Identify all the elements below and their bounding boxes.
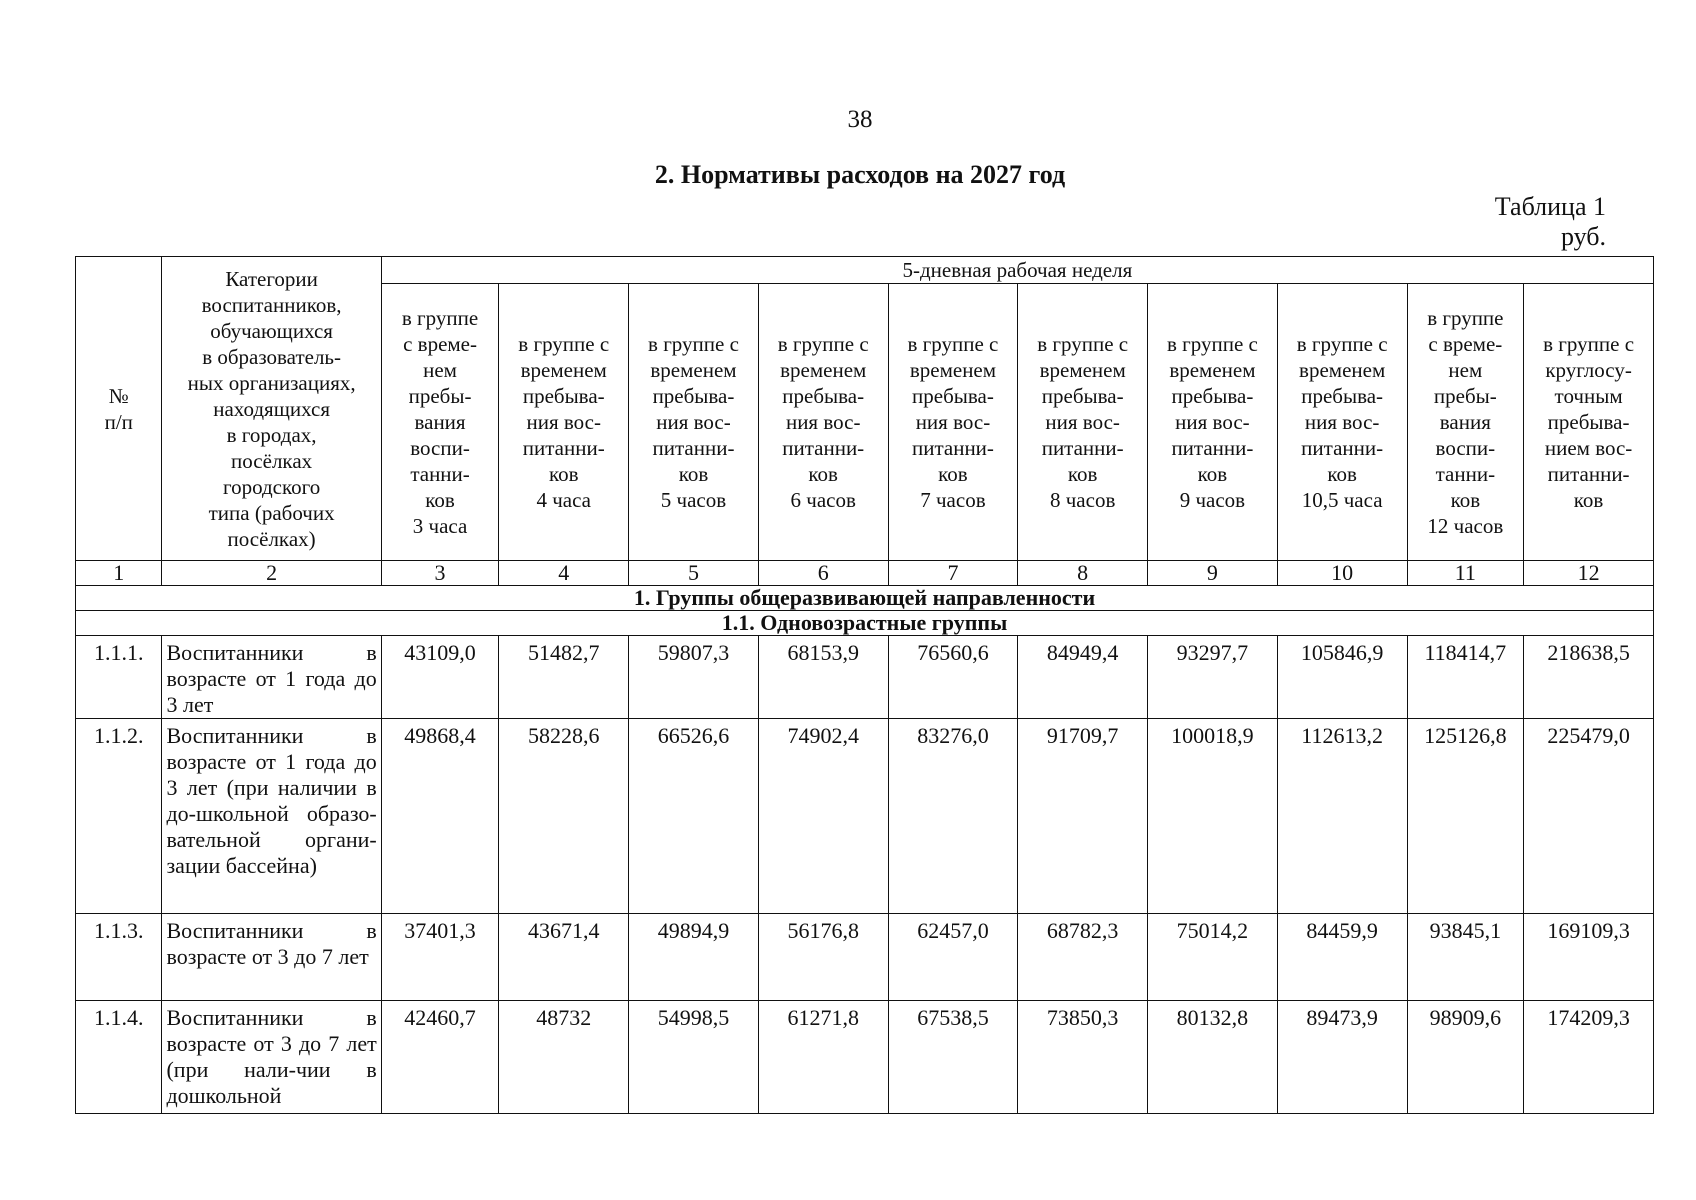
row-value: 43671,4	[499, 914, 629, 1001]
column-number: 1	[76, 561, 162, 586]
row-value: 84949,4	[1018, 636, 1148, 719]
row-value: 105846,9	[1277, 636, 1407, 719]
page-number: 38	[847, 106, 873, 133]
row-value: 218638,5	[1524, 636, 1654, 719]
document-title: 2. Нормативы расходов на 2027 год	[654, 160, 1066, 189]
row-value: 83276,0	[888, 719, 1018, 914]
row-value: 66526,6	[629, 719, 759, 914]
column-number: 10	[1277, 561, 1407, 586]
row-value: 48732	[499, 1001, 629, 1114]
column-number-row	[76, 561, 1654, 586]
table-row	[76, 914, 1654, 1001]
row-value: 91709,7	[1018, 719, 1148, 914]
row-value: 37401,3	[381, 914, 499, 1001]
row-value: 59807,3	[629, 636, 759, 719]
header-col-5h: в группе с временем пребыва- ния вос- питанни- ков 5 часов	[629, 284, 759, 561]
header-col-24h: в группе с круглосу- точным пребыва- нием вос- питанни- ков	[1524, 284, 1654, 561]
row-value: 74902,4	[758, 719, 888, 914]
row-value: 42460,7	[381, 1001, 499, 1114]
row-category: Воспитанники в возрасте от 3 до 7 лет (при нали-чии в дошкольной	[162, 1001, 381, 1114]
header-num-col: № п/п	[76, 257, 162, 561]
table-label: Таблица 1	[1494, 192, 1606, 221]
row-value: 68153,9	[758, 636, 888, 719]
section-row	[76, 586, 1654, 611]
header-col-3h: в группе с време- нем пребы- вания воспи- танни- ков 3 часа	[381, 284, 499, 561]
header-col-10-5h: в группе с временем пребыва- ния вос- питанни- ков 10,5 часа	[1277, 284, 1407, 561]
column-number: 7	[888, 561, 1018, 586]
row-value: 100018,9	[1148, 719, 1278, 914]
header-col-4h: в группе с временем пребыва- ния вос- питанни- ков 4 часа	[499, 284, 629, 561]
header-row-1	[76, 257, 1654, 284]
row-value: 98909,6	[1407, 1001, 1524, 1114]
row-value: 49868,4	[381, 719, 499, 914]
units-label: руб.	[1560, 222, 1606, 251]
row-value: 93845,1	[1407, 914, 1524, 1001]
column-number: 6	[758, 561, 888, 586]
row-category: Воспитанники в возрасте от 1 года до 3 лет	[162, 636, 381, 719]
column-number: 8	[1018, 561, 1148, 586]
header-col-9h: в группе с временем пребыва- ния вос- питанни- ков 9 часов	[1148, 284, 1278, 561]
row-value: 89473,9	[1277, 1001, 1407, 1114]
column-number: 2	[162, 561, 381, 586]
row-value: 125126,8	[1407, 719, 1524, 914]
header-col-8h: в группе с временем пребыва- ния вос- питанни- ков 8 часов	[1018, 284, 1148, 561]
row-code: 1.1.3.	[76, 914, 162, 1001]
column-number: 4	[499, 561, 629, 586]
header-week-group: 5-дневная рабочая неделя	[381, 257, 1653, 284]
section-title: 1. Группы общеразвивающей направленности	[76, 586, 1654, 611]
row-category: Воспитанники в возрасте от 1 года до 3 лет (при наличии в до-школьной образо-вательной органи-зации бассейна)	[162, 719, 381, 914]
subsection-title: 1.1. Одновозрастные группы	[76, 611, 1654, 636]
row-value: 58228,6	[499, 719, 629, 914]
column-number: 3	[381, 561, 499, 586]
column-number: 5	[629, 561, 759, 586]
row-value: 84459,9	[1277, 914, 1407, 1001]
table-row	[76, 636, 1654, 719]
row-code: 1.1.1.	[76, 636, 162, 719]
row-value: 118414,7	[1407, 636, 1524, 719]
column-number: 11	[1407, 561, 1524, 586]
row-code: 1.1.4.	[76, 1001, 162, 1114]
row-value: 76560,6	[888, 636, 1018, 719]
row-value: 225479,0	[1524, 719, 1654, 914]
row-value: 112613,2	[1277, 719, 1407, 914]
column-number: 9	[1148, 561, 1278, 586]
row-value: 54998,5	[629, 1001, 759, 1114]
row-value: 169109,3	[1524, 914, 1654, 1001]
row-code: 1.1.2.	[76, 719, 162, 914]
row-value: 174209,3	[1524, 1001, 1654, 1114]
row-value: 51482,7	[499, 636, 629, 719]
table-row	[76, 719, 1654, 914]
row-value: 61271,8	[758, 1001, 888, 1114]
header-category-col: Категории воспитанников, обучающихся в образователь- ных организациях, находящихся в городах, посёлках городского типа (рабочих посёлках)	[162, 257, 381, 561]
header-col-7h: в группе с временем пребыва- ния вос- питанни- ков 7 часов	[888, 284, 1018, 561]
row-value: 49894,9	[629, 914, 759, 1001]
row-category: Воспитанники в возрасте от 3 до 7 лет	[162, 914, 381, 1001]
row-value: 73850,3	[1018, 1001, 1148, 1114]
row-value: 56176,8	[758, 914, 888, 1001]
row-value: 68782,3	[1018, 914, 1148, 1001]
header-col-6h: в группе с временем пребыва- ния вос- питанни- ков 6 часов	[758, 284, 888, 561]
row-value: 43109,0	[381, 636, 499, 719]
norms-table	[75, 256, 1654, 1114]
row-value: 93297,7	[1148, 636, 1278, 719]
header-col-12h: в группе с време- нем пребы- вания воспи- танни- ков 12 часов	[1407, 284, 1524, 561]
row-value: 80132,8	[1148, 1001, 1278, 1114]
table-row	[76, 1001, 1654, 1114]
row-value: 67538,5	[888, 1001, 1018, 1114]
row-value: 62457,0	[888, 914, 1018, 1001]
row-value: 75014,2	[1148, 914, 1278, 1001]
column-number: 12	[1524, 561, 1654, 586]
subsection-row	[76, 611, 1654, 636]
